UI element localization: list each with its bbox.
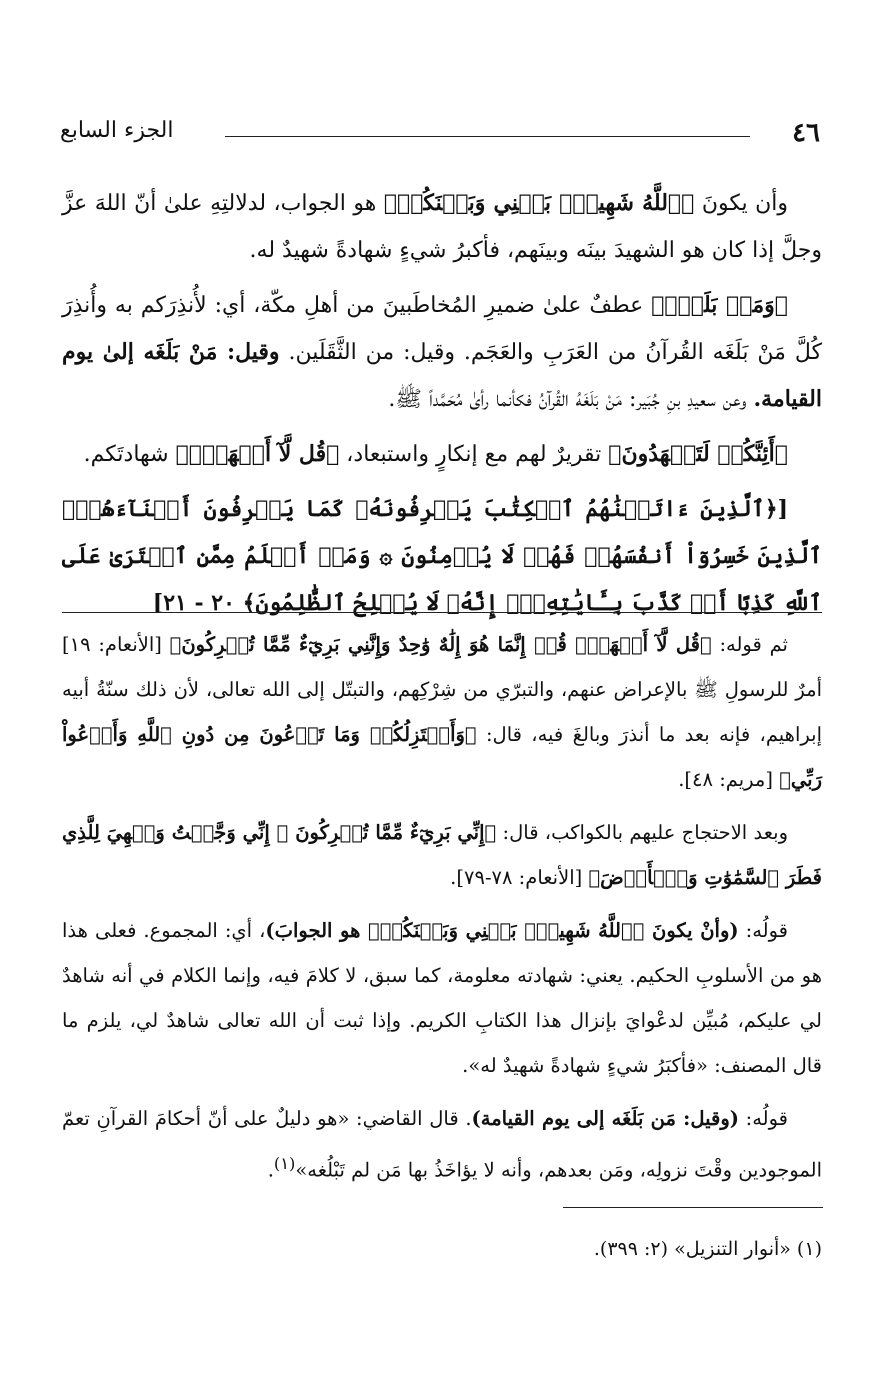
text: شهادتَكم. [83,442,176,467]
paragraph [62,180,822,274]
quran-verse: ﴿أَئِنَّكُمۡ لَتَشۡهَدُونَ﴾ [608,441,788,467]
text: ثم قوله: [711,633,788,656]
section-divider [62,612,822,613]
footnote: (١) «أنوار التنزيل» (٢: ٣٩٩). [593,1238,822,1260]
text: وبعد الاحتجاج عليهم بالكواكب، قال: [496,821,789,844]
paragraph [62,1096,822,1193]
bold-text: وقيل: مَنْ بَلَغَه إلىٰ يوم القيامة. [62,339,822,412]
text: . قال القاضي: «هو دليلٌ على أنّ أحكامَ القرآنِ تعمّ الموجودين وقْتَ نزولِه، ومَن بعدهم، وأنه لا يؤاخَذُ بها مَن لم تَبْلُغه» [62,1107,822,1182]
text: [الأنعام: ١٩] أمرٌ للرسولِ ﷺ بالإعراض عنهم، والتبرّي من شِرْكِهم، والتبتّل إلى الله تعالى، لأن ذلك سنّةُ أبيه إبراهيم، فإنه بعد ما أنذرَ وبالغَ فيه، قال: [62,633,822,746]
paragraph [62,431,822,478]
quran-verse: ﴿وَمَنۢ بَلَغَۚ﴾ [651,292,789,318]
text: عطفٌ علىٰ ضميرِ المُخاطَبينَ من أهلِ مكّة، أي: لأُنذِرَكم به وأُنذِرَ كُلَّ مَنْ بَلَغَه القُرآنُ من العَرَبِ والعَجَم. وقيل: من الثَّقَلَين. [62,293,822,365]
quran-verse: ﴿ٱللَّهُ شَهِيدُۢ بَيۡنِي وَبَيۡنَكُمۡ﴾ [383,190,695,216]
page-number: ٤٦ [792,118,820,148]
text: ، أي: المجموع. فعلى هذا هو من الأسلوبِ الحكيم. يعني: شهادته معلومة، كما سبق، لا كلامَ فيه، وإنما الكلام في أنه شاهدٌ لي عليكم، مُبيِّن لدعْوايَ بإنزال هذا الكتابِ الكريم. وإذا ثبت أن الله تعالى شاهدٌ لي، يلزم ما قال المصنف: «فأكبَرُ شيءٍ شهادةً شهيدٌ له». [62,919,822,1077]
text: هو الجواب، لدلالتِهِ علىٰ أنّ اللهَ عزَّ وجلَّ إذا كان هو الشهيدَ بينَه وبينَهم، فأكبرُ شيءٍ شهادةً شهيدٌ له. [62,191,822,263]
quran-verse: ﴿قُل لَّآ أَشۡهَدُۚ﴾ [175,441,340,467]
quran-verse: ﴿قُل لَّآ أَشۡهَدُۚ قُلۡ إِنَّمَا هُوَ إِلَٰهٌ وَٰحِدٌ وَإِنَّنِي بَرِيٓءٌ مِّمَّا تُشۡرِكُونَ﴾ [169,633,712,656]
bold-text: (وأنْ يكونَ [644,919,739,942]
header-rule [225,136,750,137]
quran-verse: ﴿إِنِّي بَرِيٓءٌ مِّمَّا تُشۡرِكُونَ ۞ إِنِّي وَجَّهۡتُ وَجۡهِيَ لِلَّذِي فَطَرَ ٱلسَّمَٰوَٰتِ وَٱلۡأَرۡضَ﴾ [62,821,822,889]
page-header [60,110,820,150]
quran-verse-block: [﴿ٱلَّذِينَ ءَاتَيۡنَٰهُمُ ٱلۡكِتَٰبَ يَعۡرِفُونَهُۥ كَمَا يَعۡرِفُونَ أَبۡنَآءَهُمُۘ ٱلَّذِينَ خَسِرُوٓاْ أَنفُسَهُمۡ فَهُمۡ لَا يُؤۡمِنُونَ ۞ وَمَنۡ أَظۡلَمُ مِمَّنِ ٱفۡتَرَىٰ عَلَى ٱللَّهِ كَذِبًا أَوۡ كَذَّبَ بِـَٔايَٰتِهِۦٓۚ إِنَّهُۥ لَا يُفۡلِحُ ٱلظَّٰلِمُونَ﴾ ٢٠ - ٢١] [62,496,822,616]
bold-text: هو الجوابَ) [265,919,369,942]
footnote-ref: (١) [273,1154,296,1173]
text: وعن سعيدِ بنِ جُبَير: مَنْ بَلَغَهُ القُرآنُ فكأنما رأىٰ مُحَمَّداً ﷺ. [388,387,754,412]
commentary-text [62,622,822,1201]
paragraph [62,908,822,1088]
text: قولُه: [738,1107,789,1130]
text: [مريم: ٤٨]. [678,768,780,791]
text: تقريرٌ لهم مع إنكارٍ واستبعاد، [339,442,609,467]
paragraph [62,810,822,900]
bold-text: (وقيل: مَن بَلَغَه إلى يوم القيامة) [471,1107,739,1130]
text: [الأنعام: ٧٨-٧٩]. [450,866,589,889]
paragraph [62,486,822,627]
text: . [267,1158,274,1182]
paragraph [62,622,822,802]
main-text [62,180,822,635]
footnote-rule [563,1207,823,1208]
quran-verse: ﴿وَأَعۡتَزِلُكُمۡ وَمَا تَدۡعُونَ مِن دُونِ ٱللَّهِ وَأَدۡعُواْ رَبِّي﴾ [62,723,822,791]
paragraph [62,282,822,423]
text: قولُه: [738,919,788,942]
quran-verse: ﴿ٱللَّهُ شَهِيدُۢ بَيۡنِي وَبَيۡنَكُمۡ﴾ [368,919,645,942]
text: وأن يكونَ [694,191,788,216]
part-title: الجزء السابع [60,118,174,143]
